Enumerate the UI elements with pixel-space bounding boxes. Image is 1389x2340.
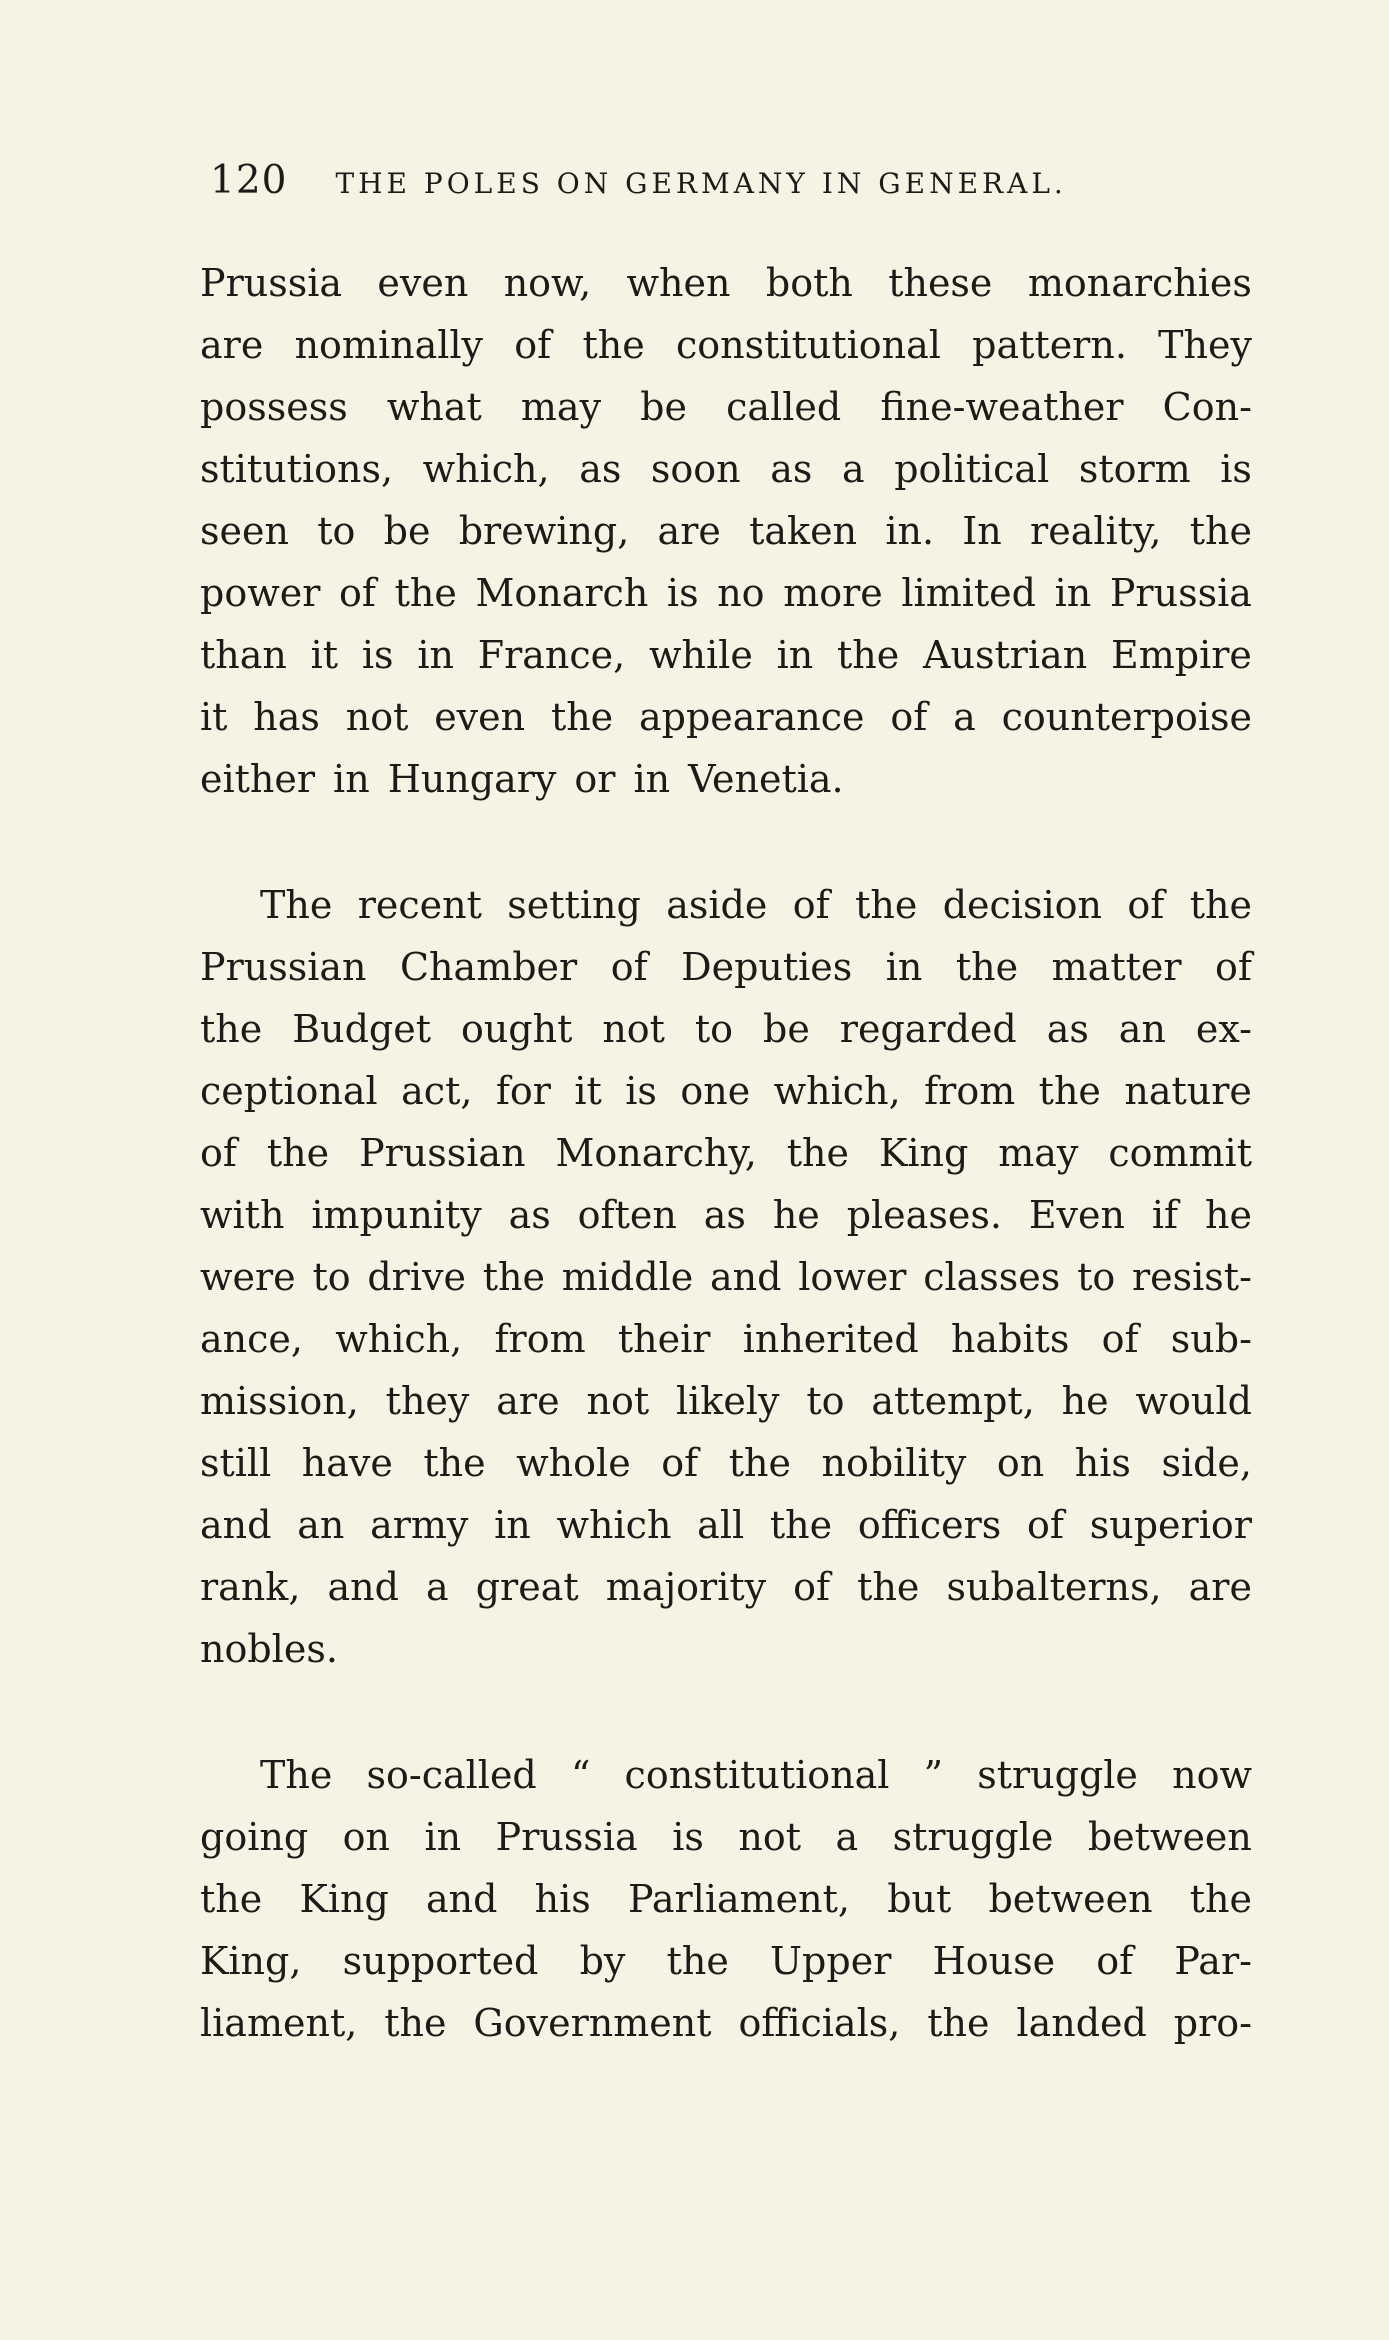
text-line: nobles. [200, 1627, 338, 1671]
text-line: Prussian Chamber of Deputies in the matter of [200, 945, 1252, 989]
text-line: The so-called “ constitutional ” struggle now [260, 1753, 1252, 1797]
text-line: going on in Prussia is not a struggle between [200, 1815, 1252, 1859]
text-line: liament, the Government officials, the landed pro- [200, 2001, 1252, 2045]
text-line: and an army in which all the officers of superior [200, 1503, 1252, 1547]
text-line: still have the whole of the nobility on his side, [200, 1441, 1252, 1485]
text-line: were to drive the middle and lower classes to resist- [200, 1255, 1252, 1299]
text-line: power of the Monarch is no more limited in Prussia [200, 571, 1252, 615]
text-line: Prussia even now, when both these monarchies [200, 261, 1252, 305]
text-line: King, supported by the Upper House of Par- [200, 1939, 1252, 1983]
text-line: ceptional act, for it is one which, from the nature [200, 1069, 1252, 1113]
text-line: The recent setting aside of the decision of the [260, 883, 1252, 927]
text-line: seen to be brewing, are taken in. In reality, the [200, 509, 1252, 553]
text-line: possess what may be called fine-weather Con- [200, 385, 1252, 429]
text-line: mission, they are not likely to attempt, he would [200, 1379, 1252, 1423]
text-line: the Budget ought not to be regarded as an ex- [200, 1007, 1252, 1051]
text-line: rank, and a great majority of the subalterns, are [200, 1565, 1252, 1609]
text-line: ance, which, from their inherited habits of sub- [200, 1317, 1252, 1361]
text-line: it has not even the appearance of a counterpoise [200, 695, 1252, 739]
text-line: stitutions, which, as soon as a political storm is [200, 447, 1252, 491]
running-title: THE POLES ON GERMANY IN GENERAL. [335, 167, 1067, 200]
text-line: than it is in France, while in the Austrian Empire [200, 633, 1252, 677]
running-head [210, 158, 1210, 218]
text-line: the King and his Parliament, but between the [200, 1877, 1252, 1921]
text-line: either in Hungary or in Venetia. [200, 757, 844, 801]
page-number: 120 [210, 158, 288, 203]
text-line: are nominally of the constitutional pattern. They [200, 323, 1252, 367]
text-line: with impunity as often as he pleases. Even if he [200, 1193, 1252, 1237]
text-line: of the Prussian Monarchy, the King may commit [200, 1131, 1252, 1175]
